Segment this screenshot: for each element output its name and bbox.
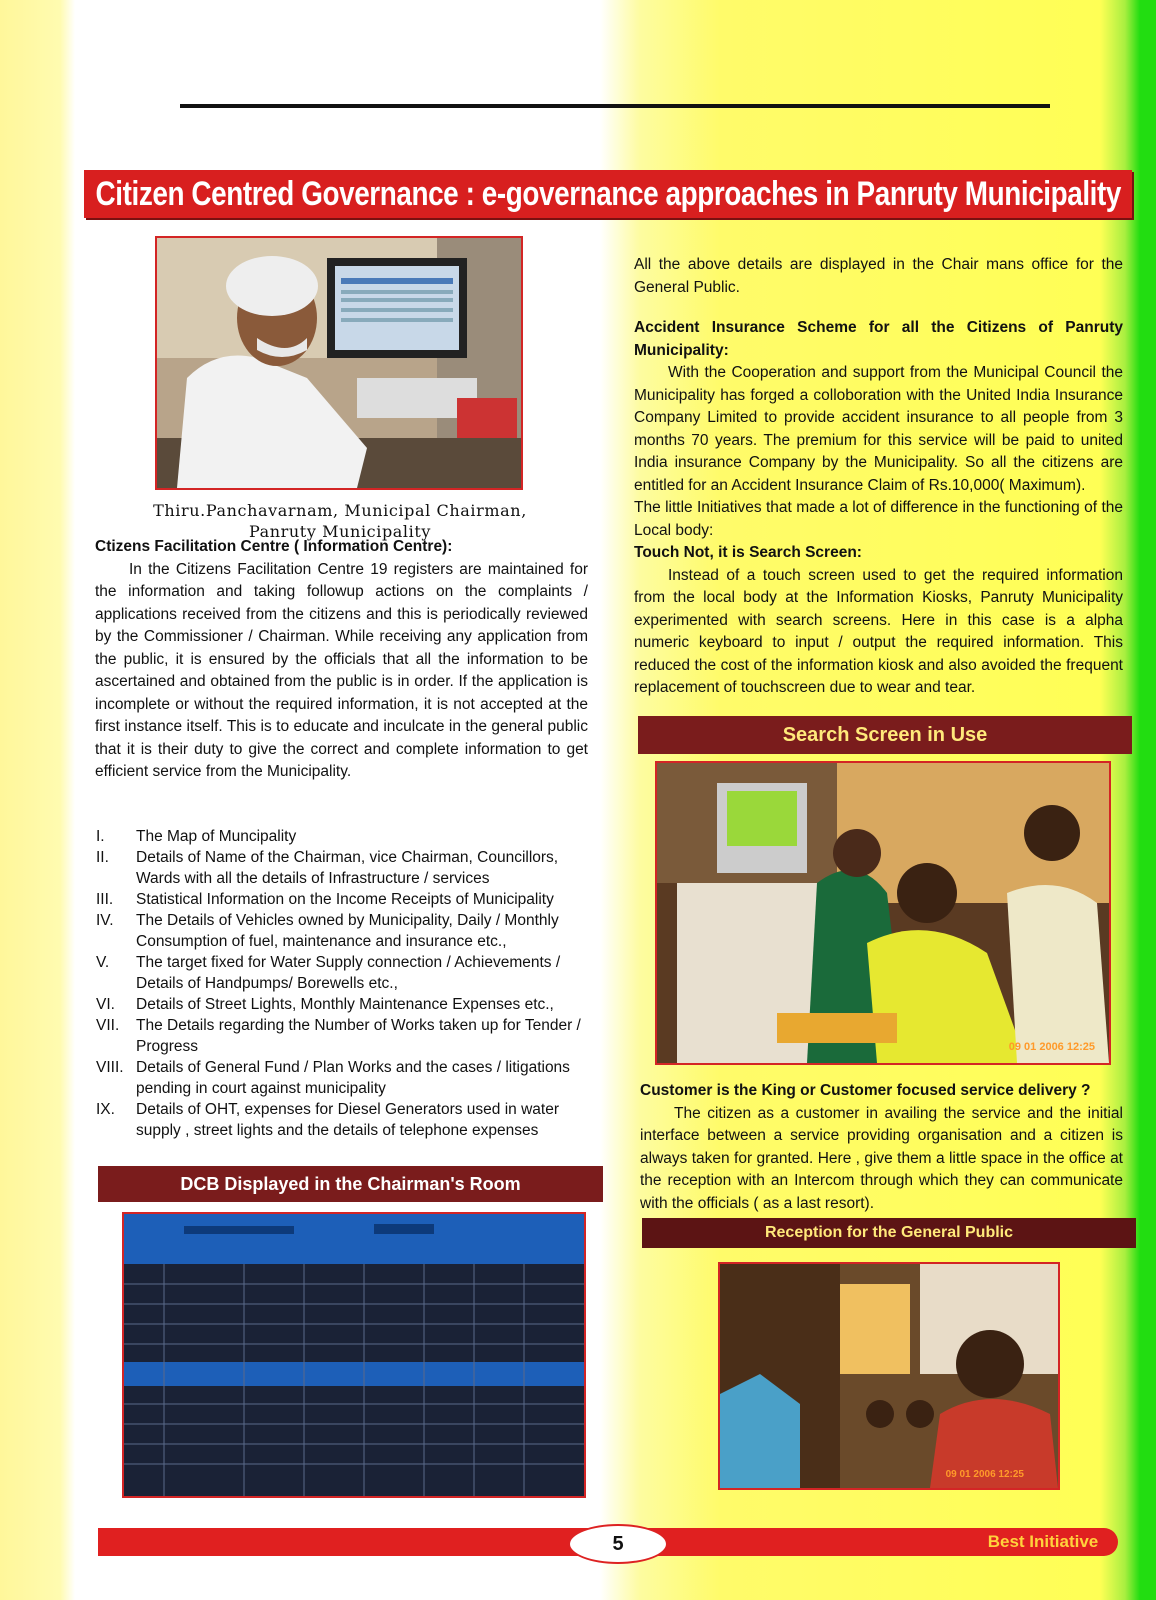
intro-paragraph: All the above details are displayed in the Chair mans office for the General Public. — [634, 256, 1123, 296]
customer-heading: Customer is the King or Customer focused service delivery ? — [640, 1082, 1091, 1099]
list-item: V. The target fixed for Water Supply connection / Achievements / Details of Handpumps/ Borewells etc., — [96, 954, 561, 992]
caption-line-2: Panruty Municipality — [248, 522, 432, 541]
chairman-photo — [155, 236, 523, 490]
list-item: I. The Map of Muncipality — [96, 828, 297, 845]
top-rule — [180, 104, 1050, 108]
reception-photo — [718, 1262, 1060, 1490]
facilitation-paragraph: In the Citizens Facilitation Centre 19 registers are maintained for the information and taking followup actions on the complaints / applications received from the citizens and this is periodically reviewed by the Commissioner / Chairman. While receiving any application from the public, it is ensured by the officials that all the information to be ascertained and obtained from the public is in order. If the application is incomplete or without the required information, it is not accepted at the first instance itself. This is to educate and inculcate in the general public that it is their duty to give the correct and complete information to get efficient service from the Municipality. — [95, 560, 588, 780]
page-number: 5 — [568, 1524, 668, 1564]
dcb-board-photo — [122, 1212, 586, 1498]
list-item: IV. The Details of Vehicles owned by Municipality, Daily / Monthly Consumption of fuel, maintenance and insurance etc., — [96, 912, 559, 950]
search-screen-photo — [655, 761, 1111, 1065]
reception-photo-timestamp: 09 01 2006 12:25 — [945, 1469, 1024, 1480]
initiatives-paragraph: The little Initiatives that made a lot of difference in the functioning of the Local body: — [634, 499, 1123, 539]
facilitation-heading: Ctizens Facilitation Centre ( Information Centre): — [95, 538, 453, 555]
list-item: IX. Details of OHT, expenses for Diesel Generators used in water supply , street lights and the details of telephone expenses — [96, 1101, 559, 1139]
search-screen-band: Search Screen in Use — [638, 716, 1132, 754]
customer-paragraph: The citizen as a customer in availing the service and the initial interface between a service providing organisation and a citizen is always taken for granted. Here , give them a little space in the office at the reception with an Intercom through which they can communicate with the officials ( as a last resort). — [640, 1104, 1123, 1212]
touch-paragraph: Instead of a touch screen used to get the required information from the local body at the Information Kiosks, Panruty Municipality experimented with search screens. Here in this case is a alpha numeric keyboard to input / output the required information. This reduced the cost of the information kiosk and also avoided the frequent replacement of touchscreen due to wear and tear. — [634, 566, 1123, 696]
details-list — [96, 826, 601, 1141]
list-item: VI. Details of Street Lights, Monthly Maintenance Expenses etc., — [96, 996, 554, 1013]
reception-band: Reception for the General Public — [642, 1218, 1136, 1248]
touch-heading: Touch Not, it is Search Screen: — [634, 544, 862, 561]
best-initiative-tag: Best Initiative — [987, 1532, 1099, 1551]
list-item: III. Statistical Information on the Income Receipts of Municipality — [96, 891, 554, 908]
list-item: VII. The Details regarding the Number of Works taken up for Tender / Progress — [96, 1017, 581, 1055]
insurance-paragraph: With the Cooperation and support from the Municipal Council the Municipality has forged a colloboration with the United India Insurance Company Limited to provide accident insurance to all people from 3 months 70 years. The premium for this service will be paid to united India insurance Company by the Municipality. So all the citizens are entitled for an Accident Insurance Claim of Rs.10,000( Maximum). — [634, 364, 1123, 494]
search-photo-timestamp: 09 01 2006 12:25 — [1008, 1041, 1095, 1053]
list-item: VIII. Details of General Fund / Plan Works and the cases / litigations pending in court against municipality — [96, 1059, 570, 1097]
caption-line-1: Thiru.Panchavarnam, Municipal Chairman, — [153, 501, 527, 520]
list-item: II. Details of Name of the Chairman, vice Chairman, Councillors, Wards with all the details of Infrastructure / services — [96, 849, 559, 887]
title-banner — [84, 170, 1132, 218]
dcb-band: DCB Displayed in the Chairman's Room — [98, 1166, 603, 1202]
page-title: Citizen Centred Governance : e-governance approaches in Panruty Municipality — [95, 174, 1121, 213]
left-column — [95, 536, 588, 784]
insurance-heading: Accident Insurance Scheme for all the Citizens of Panruty Municipality: — [634, 319, 1123, 359]
right-column-bottom — [640, 1080, 1123, 1215]
right-column-top — [634, 254, 1123, 700]
